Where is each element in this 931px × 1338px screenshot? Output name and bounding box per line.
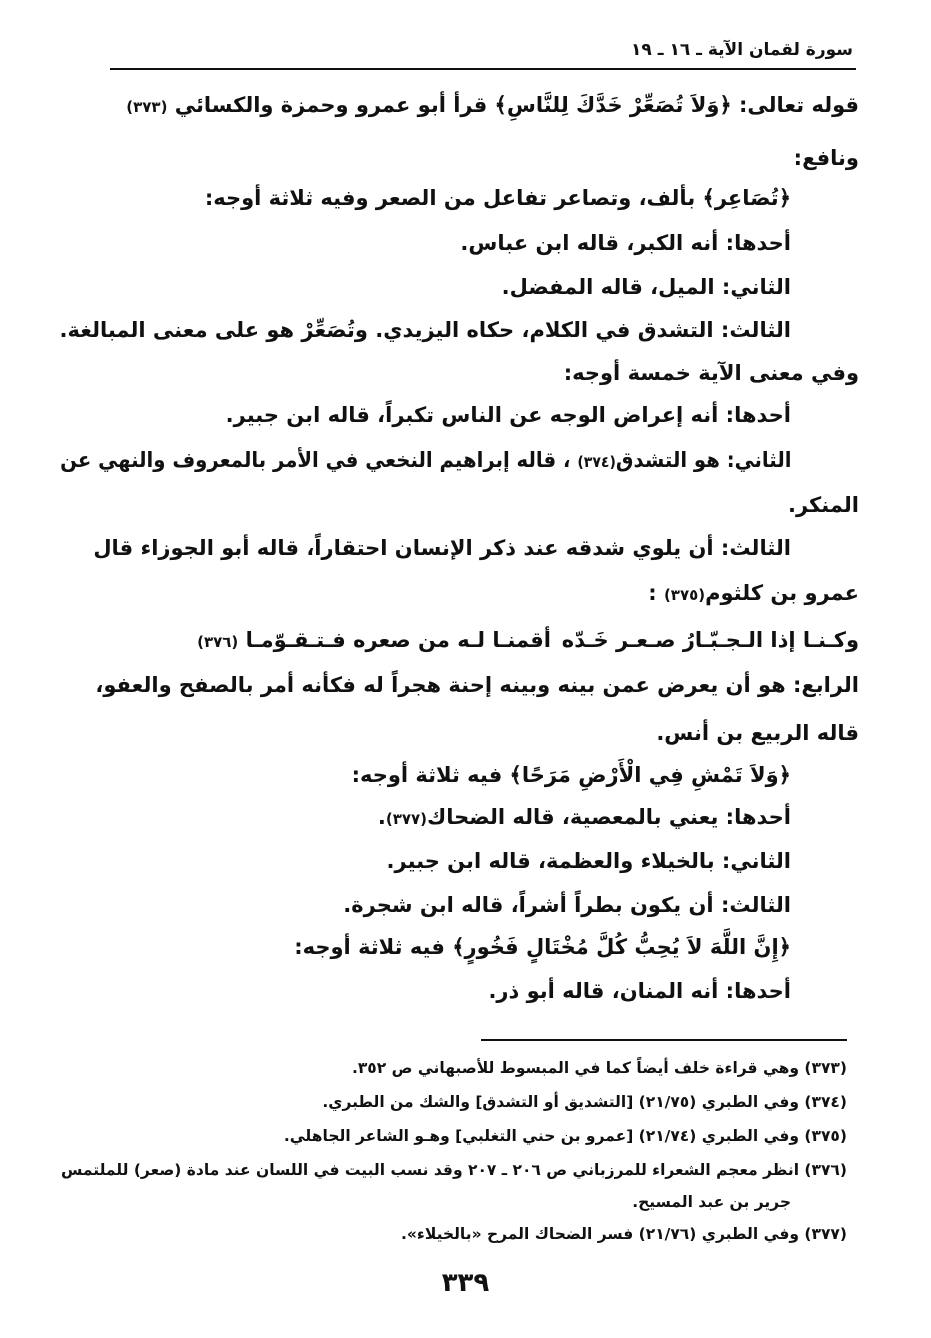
- text-line-11: الثالث: أن يلوي شدقه عند ذكر الإنسان احتقاراً، قاله أبو الجوزاء قال: [93, 536, 791, 560]
- text-line-19: الثالث: أن يكون بطراً أشراً، قاله ابن شجرة.: [343, 893, 791, 917]
- text-line-7: وفي معنى الآية خمسة أوجه:: [563, 361, 859, 385]
- footnote-377: (٣٧٧) وفي الطبري (٢١/٧٦) فسر الضحاك المرح «بالخيلاء».: [401, 1225, 847, 1243]
- footnote-ref-375: (٣٧٥): [663, 586, 706, 604]
- verse-first-hemistich: وكـنـا إذا الـجـبّـارُ صـعـر خَـدّه: [561, 628, 859, 652]
- footnote-373: (٣٧٣) وهي قراءة خلف أيضاً كما في المبسوط للأصبهاني ص ٣٥٢.: [351, 1059, 847, 1077]
- text-line-2: ونافع:: [793, 146, 859, 170]
- footnote-376-continuation: جرير بن عبد المسيح.: [632, 1193, 791, 1211]
- line-9-end: ، قاله إبراهيم النخعي في الأمر بالمعروف والنهي عن: [59, 448, 570, 472]
- text-line-1: [126, 90, 859, 122]
- page-number: ٣٣٩: [441, 1268, 490, 1298]
- text-line-10: المنكر.: [788, 493, 859, 517]
- text-line-6: الثالث: التشدق في الكلام، حكاه اليزيدي. وتُصَعِّرْ هو على معنى المبالغة.: [59, 318, 791, 342]
- text-line-12: [648, 578, 859, 610]
- header-rule: [110, 68, 856, 70]
- text-line-4: أحدها: أنه الكبر، قاله ابن عباس.: [460, 231, 791, 255]
- footnote-ref-374: (٣٧٤): [576, 453, 616, 471]
- line-17-end: .: [377, 805, 386, 829]
- text-line-21: أحدها: أنه المنان، قاله أبو ذر.: [488, 979, 791, 1003]
- text-line-18: الثاني: بالخيلاء والعظمة، قاله ابن جبير.: [386, 849, 791, 873]
- text-line-15: قاله الربيع بن أنس.: [656, 721, 859, 745]
- line-17-start: أحدها: يعني بالمعصية، قاله الضحاك: [427, 805, 791, 829]
- text-line-9: [60, 445, 791, 477]
- line-9-start: الثاني: هو التشدق: [615, 448, 791, 472]
- text-line-14: الرابع: هو أن يعرض عمن بينه وبينه إحنة هجراً له فكأنه أمر بالصفح والعفو،: [95, 673, 859, 697]
- line-12-start: عمرو بن كلثوم: [705, 581, 859, 605]
- footnote-376: (٣٧٦) انظر معجم الشعراء للمرزباني ص ٢٠٦ ـ ٢٠٧ وقد نسب البيت في اللسان عند مادة (صعر) للملتمس: [60, 1161, 847, 1179]
- footnote-separator: [481, 1039, 847, 1041]
- running-header: سورة لقمان الآية ـ ١٦ ـ ١٩: [631, 40, 853, 60]
- text-line-5: الثاني: الميل، قاله المفضل.: [501, 275, 791, 299]
- text-line-16: ﴿وَلاَ تَمْشِ فِي الْأَرْضِ مَرَحًا﴾ فيه ثلاثة أوجه:: [351, 763, 791, 787]
- footnote-374: (٣٧٤) وفي الطبري (٢١/٧٥) [التشديق أو التشدق] والشك من الطبري.: [322, 1093, 847, 1111]
- line-12-end: :: [648, 581, 657, 605]
- verse-second-text: أقمنـا لـه من صعره فـتـقـوّمـا: [245, 628, 551, 652]
- footnote-ref-376: (٣٧٦): [197, 633, 239, 651]
- footnote-ref-377: (٣٧٧): [385, 810, 428, 828]
- footnote-ref-373: (٣٧٣): [126, 98, 168, 116]
- verse-second-hemistich: [197, 625, 551, 657]
- footnote-375: (٣٧٥) وفي الطبري (٢١/٧٤) [عمرو بن حني التغلبي] وهـو الشاعر الجاهلي.: [283, 1127, 847, 1145]
- text-line-17: [378, 802, 791, 834]
- text-line-8: أحدها: أنه إعراض الوجه عن الناس تكبراً، قاله ابن جبير.: [225, 403, 791, 427]
- text-line-3: ﴿تُصَاعِر﴾ بألف، وتصاعر تفاعل من الصعر وفيه ثلاثة أوجه:: [204, 186, 791, 210]
- text-line-20: ﴿إِنَّ اللَّهَ لاَ يُحِبُّ كُلَّ مُخْتَالٍ فَخُورٍ﴾ فيه ثلاثة أوجه:: [294, 935, 791, 959]
- line-1-text: قوله تعالى: ﴿وَلاَ تُصَعِّرْ خَدَّكَ لِلنَّاسِ﴾ قرأ أبو عمرو وحمزة والكسائي: [174, 93, 859, 117]
